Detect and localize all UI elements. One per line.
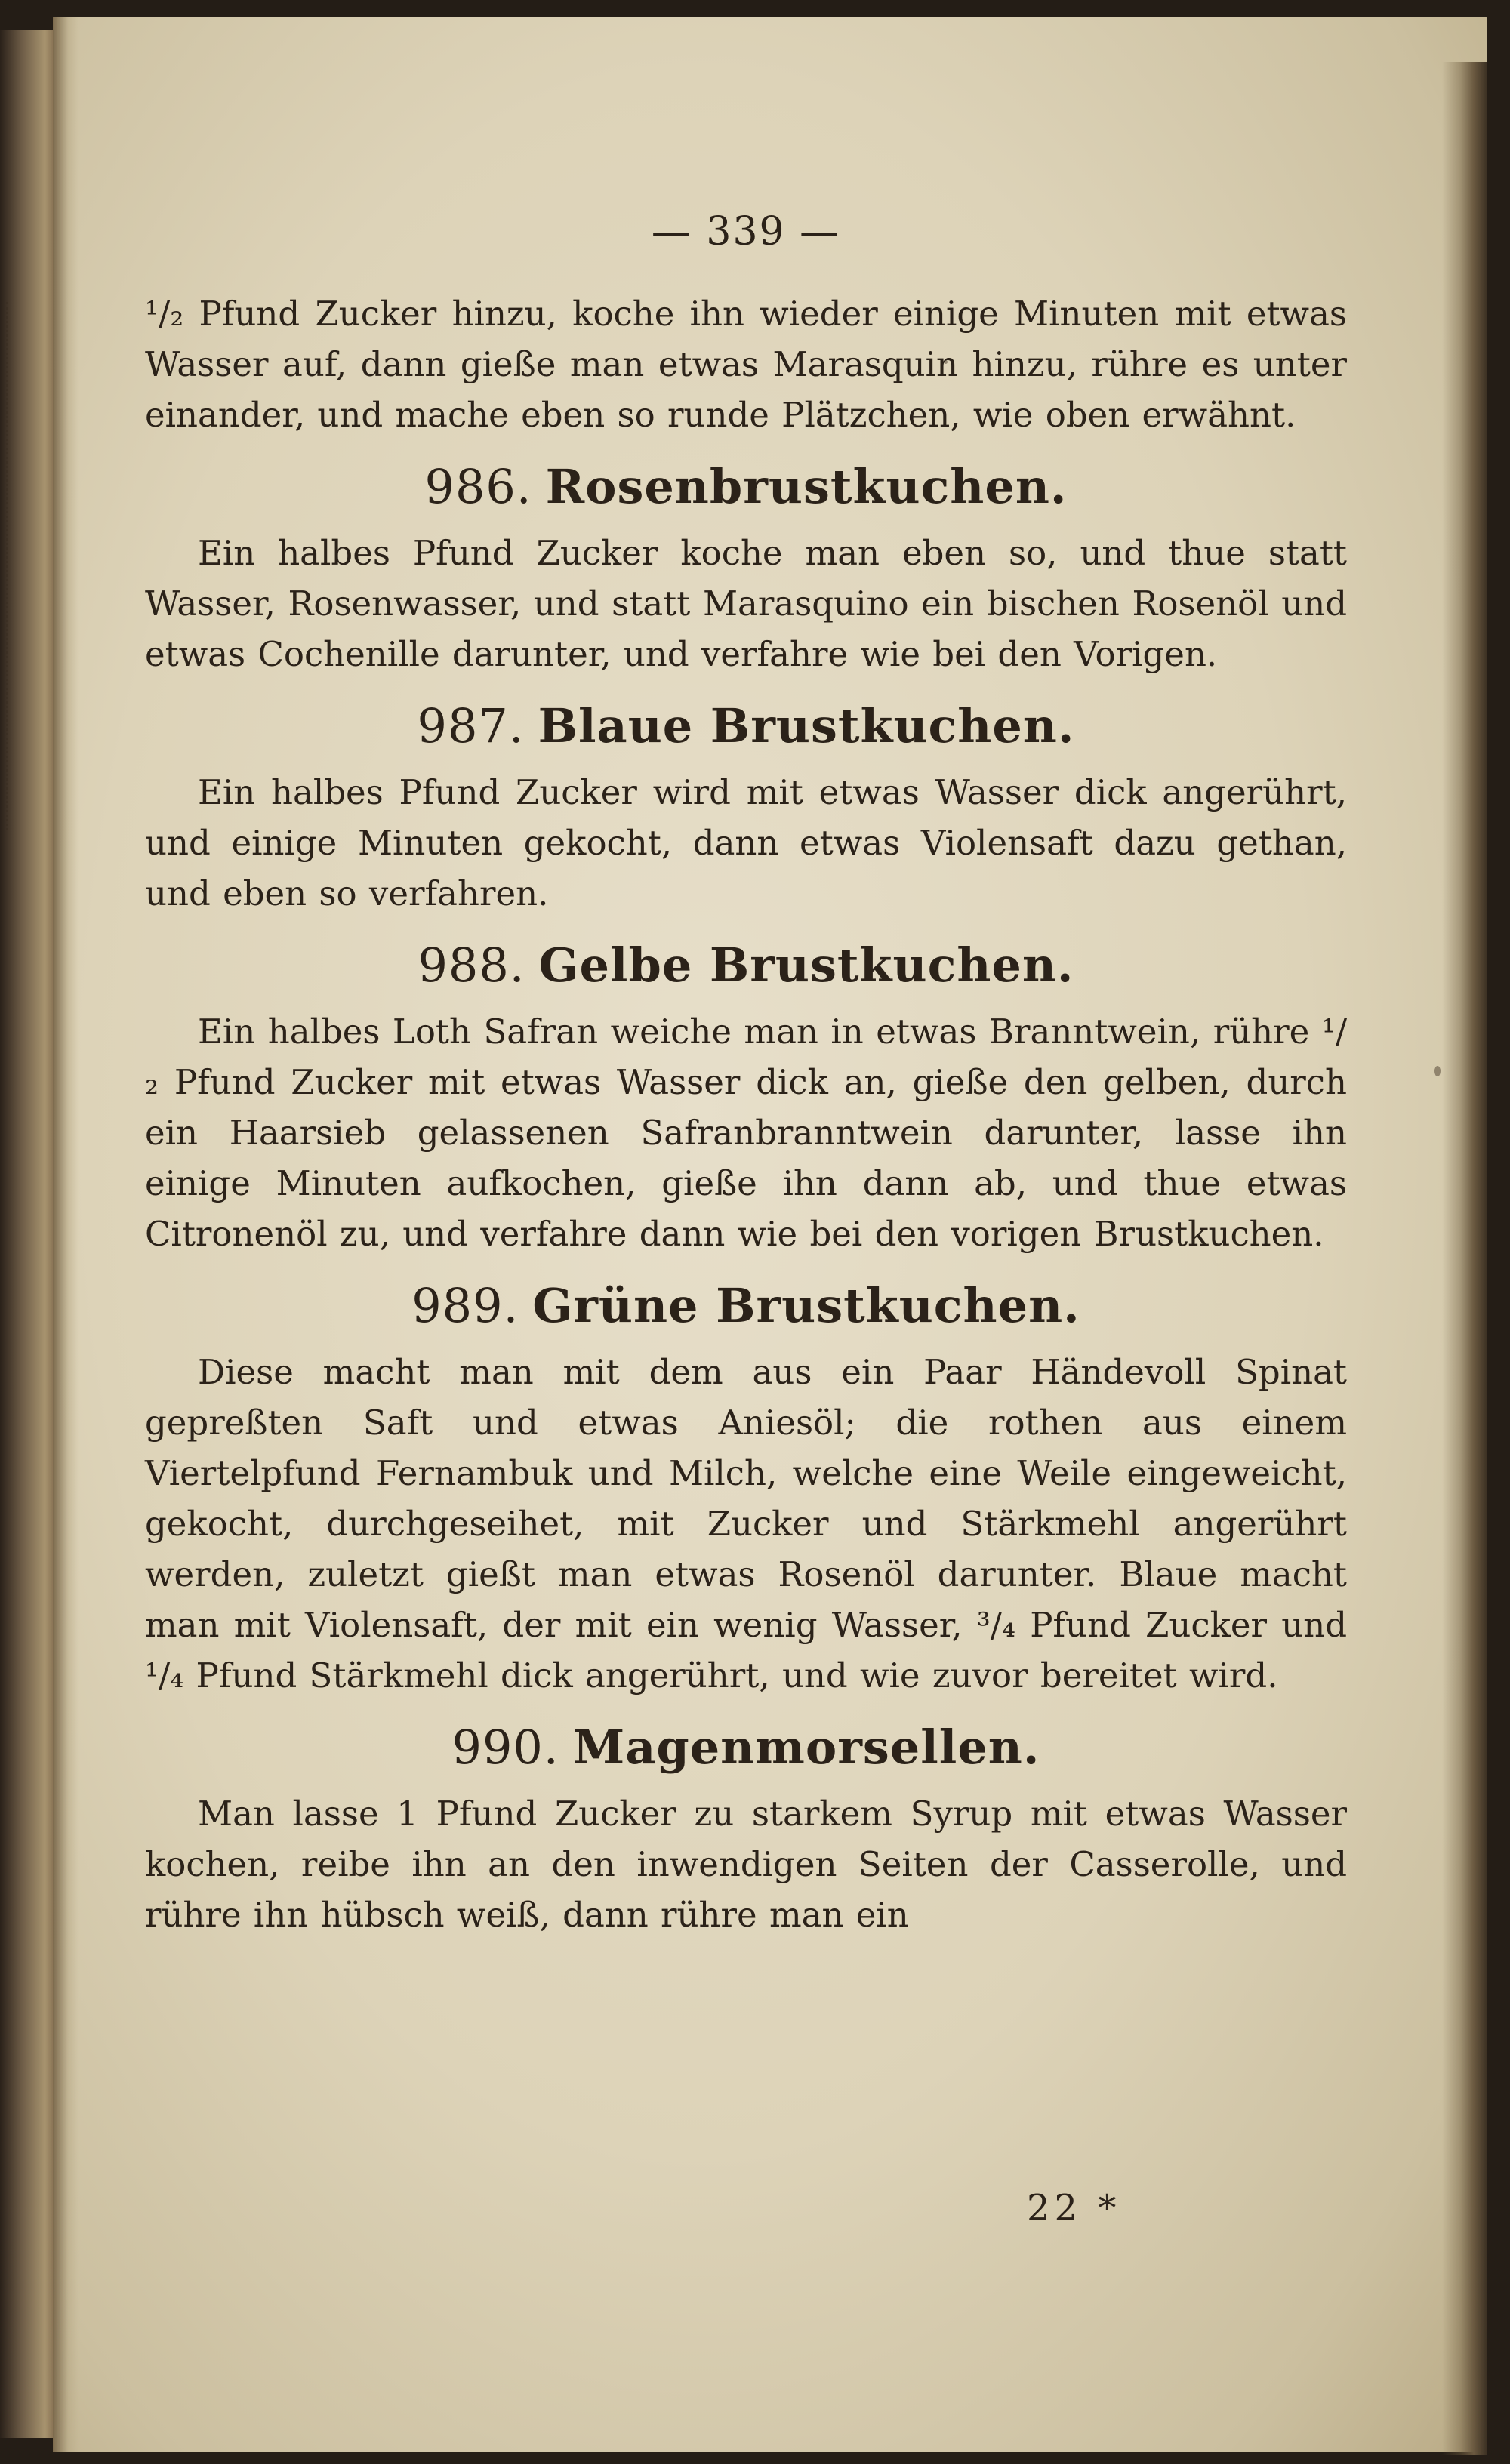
recipe-number: 987.: [417, 698, 525, 753]
recipe-title: Blaue Brustkuchen.: [538, 698, 1075, 753]
recipe-heading-986: [145, 451, 1347, 523]
intro-paragraph: ¹/₂ Pfund Zucker hinzu, koche ihn wieder einige Minuten mit etwas Wasser auf, dann gieße man etwas Marasquin hinzu, rühre es unter einander, und mache eben so runde Plätzchen, wie oben erwähnt.: [145, 294, 1347, 435]
recipe-heading-987: [145, 690, 1347, 762]
recipe-heading-989: [145, 1270, 1347, 1342]
recipe-heading-990: [145, 1711, 1347, 1784]
facing-page-text-remnants: [6, 302, 23, 830]
recipe-heading-988: [145, 929, 1347, 1002]
recipe-text-990: Man lasse 1 Pfund Zucker zu starkem Syrup mit etwas Wasser kochen, reibe ihn an den inwendigen Seiten der Casserolle, und rühre ihn hübsch weiß, dann rühre man ein: [145, 1794, 1347, 1935]
recipe-number: 988.: [418, 938, 525, 993]
recipe-number: 986.: [424, 459, 532, 514]
page-stack-edge: [1442, 62, 1487, 2455]
page-text: [145, 205, 1347, 1940]
paper-speck: [1434, 1066, 1441, 1076]
recipe-text-988: Ein halbes Loth Safran weiche man in etwas Branntwein, rühre ¹/₂ Pfund Zucker mit etwas Wasser dick an, gieße den gelben, durch ein Haarsieb gelassenen Safranbranntwein darunter, lasse ihn einige Minuten aufkochen, gieße ihn dann ab, und thue etwas Citronenöl zu, und verfahre dann wie bei den vorigen Brustkuchen.: [145, 1012, 1347, 1254]
signature-mark: 22 *: [1027, 2187, 1121, 2229]
recipe-title: Grüne Brustkuchen.: [532, 1278, 1080, 1333]
recipe-title: Gelbe Brustkuchen.: [538, 938, 1074, 993]
page-number: — 339 —: [651, 209, 841, 254]
recipe-title: Rosenbrustkuchen.: [545, 459, 1068, 514]
recipe-text-987: Ein halbes Pfund Zucker wird mit etwas Wasser dick angerührt, und einige Minuten gekocht, dann etwas Violensaft dazu gethan, und eben so verfahren.: [145, 772, 1347, 913]
recipe-text-989: Diese macht man mit dem aus ein Paar Händevoll Spinat gepreßten Saft und etwas Aniesöl; die rothen aus einem Viertelpfund Fernambuk und Milch, welche eine Weile eingeweicht, gekocht, durchgeseihet, mit Zucker und Stärkmehl angerührt werden, zuletzt gießt man etwas Rosenöl darunter. Blaue macht man mit Violensaft, der mit ein wenig Wasser, ³/₄ Pfund Zucker und ¹/₄ Pfund Stärkmehl dick angerührt, und wie zuvor bereitet wird.: [145, 1352, 1347, 1696]
recipe-number: 990.: [451, 1720, 559, 1775]
recipe-number: 989.: [411, 1278, 519, 1333]
book-page: [53, 17, 1487, 2452]
recipe-text-986: Ein halbes Pfund Zucker koche man eben so, und thue statt Wasser, Rosenwasser, und statt Marasquino ein bischen Rosenöl und etwas Cochenille darunter, und verfahre wie bei den Vorigen.: [145, 533, 1347, 674]
facing-page-edge: [0, 30, 53, 2438]
recipe-title: Magenmorsellen.: [572, 1720, 1040, 1775]
page-gutter: [53, 17, 79, 2452]
